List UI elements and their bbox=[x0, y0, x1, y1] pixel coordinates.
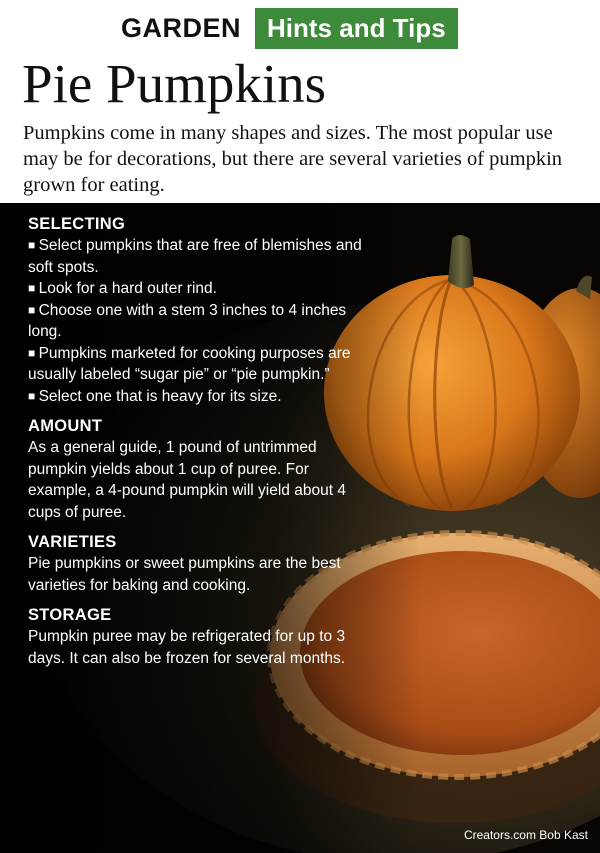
tips-sections bbox=[28, 213, 368, 669]
selecting-item: ■ Select pumpkins that are free of blemishes and soft spots. bbox=[28, 235, 368, 278]
selecting-item: ■ Pumpkins marketed for cooking purposes are usually labeled “sugar pie” or “pie pumpkin.” bbox=[28, 343, 368, 386]
amount-text: As a general guide, 1 pound of untrimmed pumpkin yields about 1 cup of puree. For example, a 4-pound pumpkin will yield about 4 cups of puree. bbox=[28, 439, 346, 521]
hints-tag: Hints and Tips bbox=[255, 8, 458, 49]
storage-text: Pumpkin puree may be refrigerated for up to 3 days. It can also be frozen for several months. bbox=[28, 628, 346, 667]
photo-panel bbox=[0, 203, 600, 853]
selecting-item: ■ Choose one with a stem 3 inches to 4 inches long. bbox=[28, 300, 368, 343]
varieties-heading: VARIETIES bbox=[28, 533, 117, 551]
selecting-heading: SELECTING bbox=[28, 215, 126, 233]
header bbox=[0, 0, 600, 203]
selecting-item: ■ Select one that is heavy for its size. bbox=[28, 386, 368, 408]
varieties-text: Pie pumpkins or sweet pumpkins are the best varieties for baking and cooking. bbox=[28, 555, 341, 594]
storage-heading: STORAGE bbox=[28, 606, 112, 624]
page-title: Pie Pumpkins bbox=[22, 53, 327, 114]
amount-heading: AMOUNT bbox=[28, 417, 103, 435]
photo-credit: Creators.com Bob Kast bbox=[463, 828, 588, 842]
garden-label: GARDEN bbox=[121, 12, 242, 43]
kicker bbox=[121, 8, 458, 48]
intro-text: Pumpkins come in many shapes and sizes. The most popular use may be for decorations, but there are several varieties of pumpkin grown for eating. bbox=[23, 122, 563, 196]
selecting-item: ■ Look for a hard outer rind. bbox=[28, 278, 368, 300]
